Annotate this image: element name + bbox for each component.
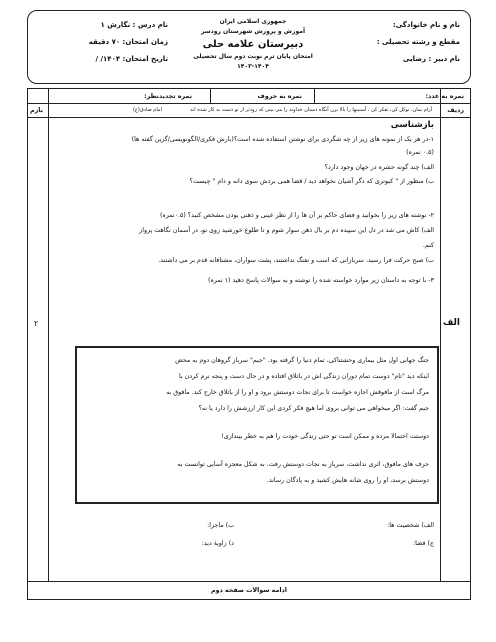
grade-digits-label: نمره به عدد: — [425, 93, 464, 100]
row-column-divider — [440, 89, 441, 581]
grade-cell-divider — [314, 89, 315, 103]
question-1-text: ۱-در هر یک از نمونه های زیر از چه شگردی برای نوشتن استفاده شده است؟(بارش فکری/الگونویسی/گزین گفته ها) — [131, 136, 434, 143]
education-office: آموزش و پرورش شهرستان رودسر — [200, 28, 305, 35]
grade-field-label: مقطع و رشته تحصیلی : — [376, 38, 460, 46]
grade-cell-divider — [210, 89, 211, 103]
story-line: دوستت احتمالا مرده و ممکن است تو حتی زندگی خودت را هم به خطر بیندازی! — [221, 433, 429, 440]
answer-plot: ب) ماجرا: — [207, 522, 234, 529]
student-name-label: نام و نام خانوادگی: — [392, 21, 460, 29]
duration-label: زمان امتحان: ۷۰ دقیقه — [88, 38, 168, 46]
motto-row-divider — [28, 117, 470, 118]
question-1-item-b: ب) منظور از " کبوتری که دگر آشیان نخواهد دید / قضا همی بردش سوی دانه و دام " چیست؟ — [189, 178, 434, 185]
section-letter: الف — [442, 318, 460, 328]
grade-words-label: نمره به حروف — [257, 93, 302, 100]
answer-setting: ج) فضا: — [412, 540, 434, 547]
story-line: جیم گفت: اگر میخواهی می توانی بروی اما هیچ فکر کردی این کار ارزشش را دارد یا نه؟ — [198, 405, 429, 412]
teacher-name-label: نام دبیر : رضایی — [402, 55, 460, 63]
exam-header — [27, 10, 471, 84]
story-box — [75, 346, 439, 504]
story-line: حرف های مافوق، اثری نداشت، سرباز به نجات دوستش رفت. به شکل معجزه آسایی توانست به — [177, 461, 429, 468]
exam-sheet — [27, 10, 471, 600]
story-line: جنگ جهانی اول مثل بیماری وحشتناکی، تمام دنیا را گرفته بود. "جیم" سرباز گروهان دوم به محض — [175, 357, 429, 364]
score-header: بارم — [30, 107, 43, 114]
motto-author: امام صادق(ع) — [132, 107, 162, 113]
story-line: دوستش برسد، او را روی شانه هایش کشید و به پادگان رساند. — [266, 477, 429, 484]
school-name: دبیرستان علامه حلی — [202, 39, 304, 50]
question-2-item-a: الف) کاش می شد در دل این سپیده دم بر بال ذهن سوار شوم و تا طلوع خورشید روی تو، در آسمان نگاهت پرواز — [139, 227, 434, 234]
question-table — [27, 88, 471, 600]
footer-divider — [28, 581, 470, 582]
revision-grade-label: نمره تجدیدنظر: — [144, 93, 192, 100]
subject-label: نام درس : نگارش ۱ — [100, 21, 168, 29]
question-2-item-a-cont: کنم. — [422, 242, 434, 249]
question-2-text: ۲- نوشته های زیر را بخوانید و فضای حاکم بر آن ها را از نظر عینی و ذهنی بودن مشخص کنید؟ (۰.۵نمره) — [159, 212, 434, 219]
motto-text: آرام بمان، توکل کن، تفکر کن ، آستینها را بالا بزن آنگاه دستان خداوند را می بینی که زودتر از تو دست به کار شده اند — [190, 107, 432, 113]
question-2-item-b: ب) صبح حرکت فرا رسید، سربازانی که اسب و تفنگ نداشتند، پشت سواران، مشتاقانه قدم بر می داشتند. — [158, 257, 434, 264]
exam-info — [38, 17, 168, 68]
question-3-text: ۳- با توجه به داستان زیر موارد خواسته شده را نوشته و به سوالات پاسخ دهید (۱ نمره) — [208, 277, 434, 284]
date-label: تاریخ امتحان: ۱۴۰۴/ / — [95, 55, 168, 63]
question-1-item-a: الف) چند گونه حشره در جهان وجود دارد؟ — [324, 164, 434, 171]
school-info — [178, 17, 328, 72]
country-name: جمهوری اسلامی ایران — [219, 18, 287, 25]
answer-point-of-view: د) زاویهٔ دید: — [201, 540, 234, 547]
section-title: بازشناسی — [390, 120, 434, 130]
story-line: اینکه دید "تام" دوست تمام دوران زندگی اش در باتلاق افتاده و در حال دست و پنجه نرم کردن با — [178, 373, 429, 380]
row-number-header: ردیف — [447, 107, 464, 114]
continued-footer: ادامه سوالات صفحه دوم — [211, 587, 287, 594]
exam-title: امتحان پایان ترم نوبت دوم سال تحصیلی ۱۴۰۴-۱۴۰۳ — [193, 53, 313, 70]
section-score: ۲ — [34, 319, 39, 328]
story-line: مرگ است از مافوقش اجازه خواست تا برای نجات دوستش برود و او را از باتلاق خارج کند. مافوق به — [166, 389, 429, 396]
score-column-divider — [48, 89, 49, 581]
answer-characters: الف) شخصیت ها: — [387, 522, 434, 529]
question-1-score: (۰.۵ نمره) — [406, 149, 434, 156]
